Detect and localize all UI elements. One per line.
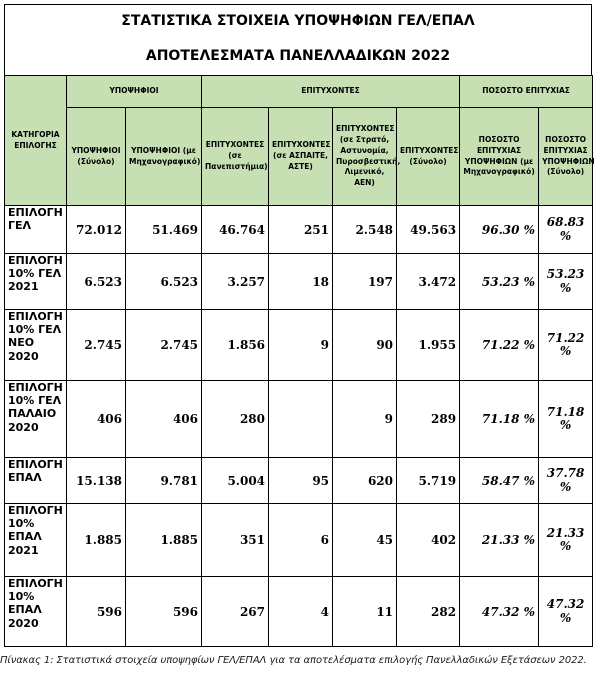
cell-rate-form: 96.30 % [460,206,539,254]
header-col-total: ΥΠΟΨΗΦΙΟΙ (Σύνολο) [67,108,126,206]
cell-universities: 351 [202,504,269,577]
cell-army: 9 [333,381,397,458]
cell-passed-total: 5.719 [397,458,460,504]
row-category: ΕΠΙΛΟΓΗ 10% ΓΕΛ ΠΑΛΑΙΟ 2020 [5,381,67,458]
table-row [5,577,593,647]
cell-total: 1.885 [67,504,126,577]
cell-passed-total: 402 [397,504,460,577]
cell-total: 406 [67,381,126,458]
header-group-success-rate: ΠΟΣΟΣΤΟ ΕΠΙΤΥΧΙΑΣ [460,76,593,108]
header-group-successful: ΕΠΙΤΥΧΟΝΤΕΣ [202,76,460,108]
row-category: ΕΠΙΛΟΓΗ 10% ΓΕΛ 2021 [5,254,67,310]
cell-rate-form: 71.18 % [460,381,539,458]
header-col-army: ΕΠΙΤΥΧΟΝΤΕΣ (σε Στρατό, Αστυνομία, Πυροσβεστική, Λιμενικό, ΑΕΝ) [333,108,397,206]
cell-rate-total: 68.83 % [539,206,593,254]
cell-rate-form: 53.23 % [460,254,539,310]
cell-passed-total: 289 [397,381,460,458]
header-col-rate-total: ΠΟΣΟΣΤΟ ΕΠΙΤΥΧΙΑΣ ΥΠΟΨΗΦΙΩΝ (Σύνολο) [539,108,593,206]
cell-total: 15.138 [67,458,126,504]
cell-aspaite: 18 [269,254,333,310]
header-category: ΚΑΤΗΓΟΡΙΑ ΕΠΙΛΟΓΗΣ [5,76,67,206]
cell-with-form: 596 [126,577,202,647]
title-box [4,4,592,75]
statistics-table [4,75,593,647]
table-row [5,254,593,310]
cell-rate-form: 47.32 % [460,577,539,647]
table-row [5,458,593,504]
cell-aspaite: 95 [269,458,333,504]
cell-with-form: 6.523 [126,254,202,310]
cell-aspaite: 6 [269,504,333,577]
cell-rate-total: 47.32 % [539,577,593,647]
header-col-with-form: ΥΠΟΨΗΦΙΟΙ (με Μηχανογραφικό) [126,108,202,206]
cell-universities: 280 [202,381,269,458]
header-col-universities: ΕΠΙΤΥΧΟΝΤΕΣ (σε Πανεπιστήμια) [202,108,269,206]
row-category: ΕΠΙΛΟΓΗ 10% ΓΕΛ ΝΕΟ 2020 [5,310,67,381]
cell-rate-total: 53.23 % [539,254,593,310]
cell-universities: 46.764 [202,206,269,254]
document-title: ΣΤΑΤΙΣΤΙΚΑ ΣΤΟΙΧΕΙΑ ΥΠΟΨΗΦΙΩΝ ΓΕΛ/ΕΠΑΛ [121,13,475,29]
cell-universities: 5.004 [202,458,269,504]
table-caption: Πίνακας 1: Στατιστικά στοιχεία υποψηφίων ΓΕΛ/ΕΠΑΛ για τα αποτελέσματα επιλογής Πανελλαδικών Εξετάσεων 2022. [0,655,587,666]
header-col-aspaite: ΕΠΙΤΥΧΟΝΤΕΣ (σε ΑΣΠΑΙΤΕ, ΑΣΤΕ) [269,108,333,206]
table-row [5,504,593,577]
cell-universities: 1.856 [202,310,269,381]
cell-rate-total: 37.78 % [539,458,593,504]
row-category: ΕΠΙΛΟΓΗ ΕΠΑΛ [5,458,67,504]
cell-universities: 3.257 [202,254,269,310]
cell-army: 11 [333,577,397,647]
cell-total: 72.012 [67,206,126,254]
cell-aspaite [269,381,333,458]
cell-passed-total: 282 [397,577,460,647]
header-col-rate-form: ΠΟΣΟΣΤΟ ΕΠΙΤΥΧΙΑΣ ΥΠΟΨΗΦΙΩΝ (με Μηχανογραφικό) [460,108,539,206]
cell-army: 197 [333,254,397,310]
cell-passed-total: 1.955 [397,310,460,381]
cell-army: 2.548 [333,206,397,254]
cell-rate-total: 21.33 % [539,504,593,577]
row-category: ΕΠΙΛΟΓΗ 10% ΕΠΑΛ 2021 [5,504,67,577]
cell-with-form: 9.781 [126,458,202,504]
cell-rate-form: 71.22 % [460,310,539,381]
document-subtitle: ΑΠΟΤΕΛΕΣΜΑΤΑ ΠΑΝΕΛΛΑΔΙΚΩΝ 2022 [145,48,451,64]
cell-aspaite: 4 [269,577,333,647]
cell-passed-total: 3.472 [397,254,460,310]
cell-army: 90 [333,310,397,381]
cell-with-form: 2.745 [126,310,202,381]
table-row [5,310,593,381]
row-category: ΕΠΙΛΟΓΗ ΓΕΛ [5,206,67,254]
cell-aspaite: 9 [269,310,333,381]
cell-total: 6.523 [67,254,126,310]
cell-universities: 267 [202,577,269,647]
cell-with-form: 51.469 [126,206,202,254]
cell-passed-total: 49.563 [397,206,460,254]
cell-rate-form: 21.33 % [460,504,539,577]
header-row-groups [5,76,593,108]
cell-rate-total: 71.22 % [539,310,593,381]
row-category: ΕΠΙΛΟΓΗ 10% ΕΠΑΛ 2020 [5,577,67,647]
cell-total: 2.745 [67,310,126,381]
cell-aspaite: 251 [269,206,333,254]
header-col-passed-total: ΕΠΙΤΥΧΟΝΤΕΣ (Σύνολο) [397,108,460,206]
cell-rate-form: 58.47 % [460,458,539,504]
cell-army: 45 [333,504,397,577]
header-row-columns [5,108,593,206]
table-row [5,206,593,254]
cell-with-form: 406 [126,381,202,458]
cell-army: 620 [333,458,397,504]
cell-rate-total: 71.18 % [539,381,593,458]
cell-with-form: 1.885 [126,504,202,577]
cell-total: 596 [67,577,126,647]
header-group-candidates: ΥΠΟΨΗΦΙΟΙ [67,76,202,108]
table-row [5,381,593,458]
